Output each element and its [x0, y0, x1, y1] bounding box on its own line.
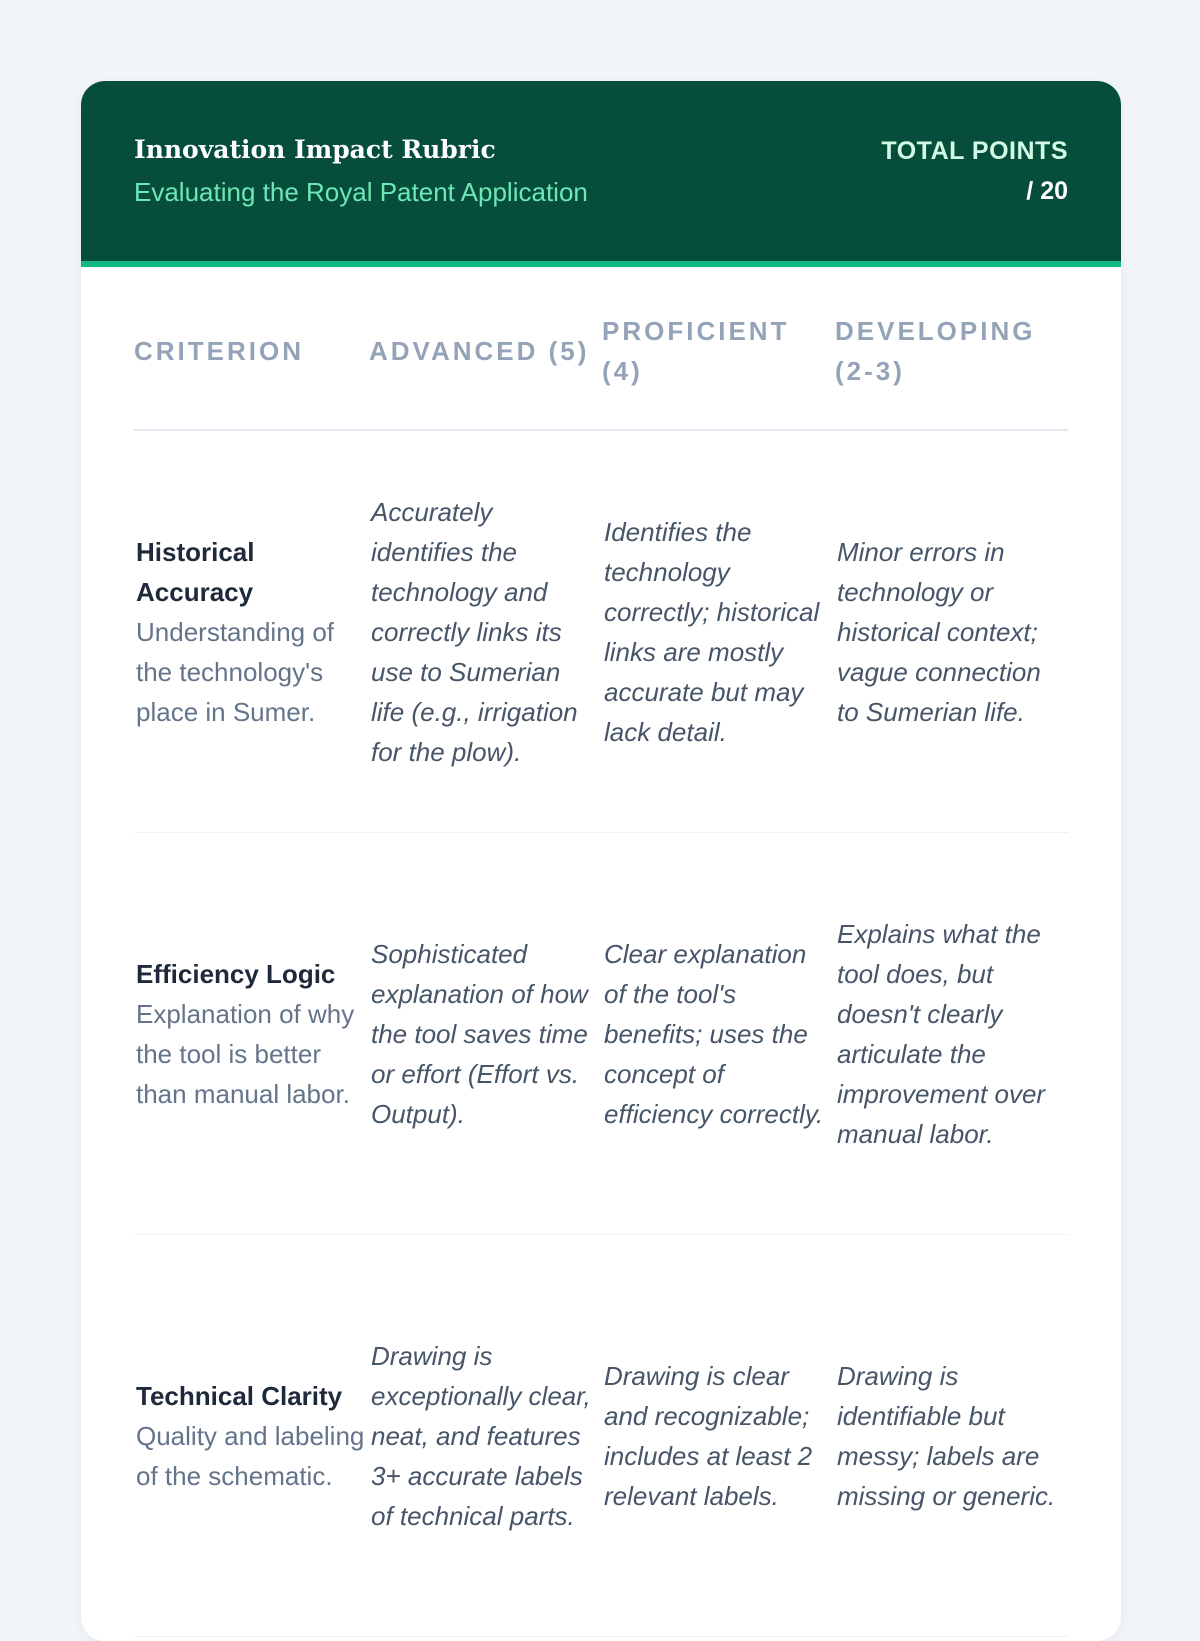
criterion-name: Technical Clarity: [136, 1380, 343, 1411]
proficient-descriptor: Drawing is clear and recognizable; includes at least 2 relevant labels.: [604, 1360, 813, 1511]
rubric-title: Innovation Impact Rubric: [134, 135, 496, 164]
total-points-value: / 20: [1026, 177, 1068, 205]
criterion-name: Historical Accuracy: [136, 536, 255, 607]
criterion-cell: [134, 532, 369, 732]
column-header-developing: DEVELOPING (2-3): [835, 316, 1036, 386]
criterion-cell: [134, 954, 369, 1114]
table-row: [134, 1235, 1068, 1637]
developing-descriptor: Explains what the tool does, but doesn't clearly articulate the improvement over manual labor.: [837, 918, 1046, 1149]
rubric-subtitle: Evaluating the Royal Patent Application: [134, 177, 588, 207]
criterion-cell: [134, 1376, 369, 1496]
criterion-description: Explanation of why the tool is better than manual labor.: [136, 998, 355, 1109]
table-row: [134, 431, 1068, 833]
criterion-description: Quality and labeling of the schematic.: [136, 1420, 365, 1491]
advanced-descriptor: Drawing is exceptionally clear, neat, and features 3+ accurate labels of technical parts.: [371, 1340, 591, 1531]
column-header-criterion: CRITERION: [134, 336, 304, 366]
advanced-descriptor: Accurately identifies the technology and correctly links its use to Sumerian life (e.g., irrigation for the plow).: [371, 496, 578, 767]
table-row: [134, 833, 1068, 1235]
rubric-card: [81, 81, 1121, 1641]
proficient-descriptor: Identifies the technology correctly; historical links are mostly accurate but may lack detail.: [604, 516, 820, 747]
criterion-name: Efficiency Logic: [136, 958, 336, 989]
advanced-descriptor: Sophisticated explanation of how the tool saves time or effort (Effort vs. Output).: [371, 938, 588, 1129]
column-header-proficient: PROFICIENT (4): [602, 316, 790, 386]
column-header-advanced: ADVANCED (5): [369, 336, 590, 366]
table-header-row: [134, 267, 1068, 431]
rubric-table: [134, 267, 1068, 1637]
rubric-header: [81, 81, 1121, 267]
criterion-description: Understanding of the technology's place in Sumer.: [136, 616, 335, 727]
developing-descriptor: Drawing is identifiable but messy; labels are missing or generic.: [837, 1360, 1056, 1511]
proficient-descriptor: Clear explanation of the tool's benefits; uses the concept of efficiency correctly.: [604, 938, 824, 1129]
total-points-label: TOTAL POINTS: [881, 137, 1068, 165]
developing-descriptor: Minor errors in technology or historical context; vague connection to Sumerian life.: [837, 536, 1041, 727]
